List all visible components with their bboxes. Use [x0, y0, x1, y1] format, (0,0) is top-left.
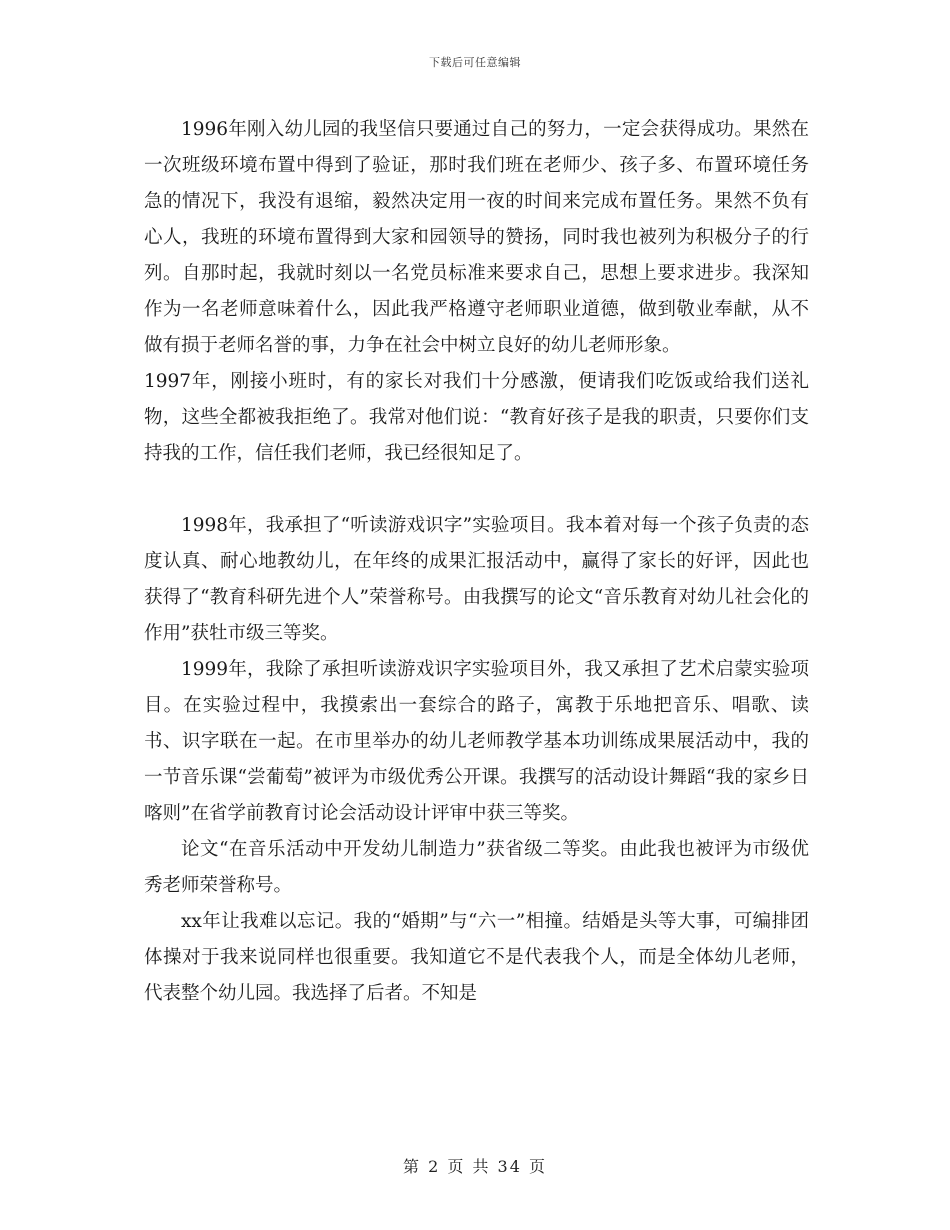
document-body [144, 112, 809, 1012]
paragraph-1998: 1998年，我承担了“听读游戏识字”实验项目。我本着对每一个孩子负责的态度认真、耐心地教幼儿，在年终的成果汇报活动中，赢得了家长的好评，因此也获得了“教育科研先进个人”荣誉称号。由我撰写的论文“音乐教育对幼儿社会化的作用”获牡市级三等奖。 [144, 515, 809, 644]
paragraph-xx-year: xx年让我难以忘记。我的“婚期”与“六一”相撞。结婚是头等大事，可编排团体操对于我来说同样也很重要。我知道它不是代表我个人，而是全体幼儿老师，代表整个幼儿园。我选择了后者。不知是 [144, 911, 809, 1004]
paragraph-1999: 1999年，我除了承担听读游戏识字实验项目外，我又承担了艺术启蒙实验项目。在实验过程中，我摸索出一套综合的路子，寓教于乐地把音乐、唱歌、读书、识字联在一起。在市里举办的幼儿老师教学基本功训练成果展活动中，我的一节音乐课“尝葡萄”被评为市级优秀公开课。我撰写的活动设计舞蹈“我的家乡日喀则”在省学前教育讨论会活动设计评审中获三等奖。 [144, 659, 809, 824]
paragraph-1996: 1996年刚入幼儿园的我坚信只要通过自己的努力，一定会获得成功。果然在一次班级环境布置中得到了验证，那时我们班在老师少、孩子多、布置环境任务急的情况下，我没有退缩，毅然决定用一夜的时间来完成布置任务。果然不负有心人，我班的环境布置得到大家和园领导的赞扬，同时我也被列为积极分子的行列。自那时起，我就时刻以一名党员标准来要求自己，思想上要求进步。我深知作为一名老师意味着什么，因此我严格遵守老师职业道德，做到敬业奉献，从不做有损于老师名誉的事，力争在社会中树立良好的幼儿老师形象。 [144, 119, 809, 356]
paragraph-1997: 1997年，刚接小班时，有的家长对我们十分感激，便请我们吃饭或给我们送礼物，这些全都被我拒绝了。我常对他们说：“教育好孩子是我的职责，只要你们支持我的工作，信任我们老师，我已经很知足了。 [144, 371, 809, 464]
page-number-footer: 第 2 页 共 34 页 [403, 1157, 547, 1176]
page-header-note: 下载后可任意编辑 [429, 56, 521, 69]
paragraph-paper-award: 论文“在音乐活动中开发幼儿制造力”获省级二等奖。由此我也被评为市级优秀老师荣誉称号。 [144, 839, 809, 896]
